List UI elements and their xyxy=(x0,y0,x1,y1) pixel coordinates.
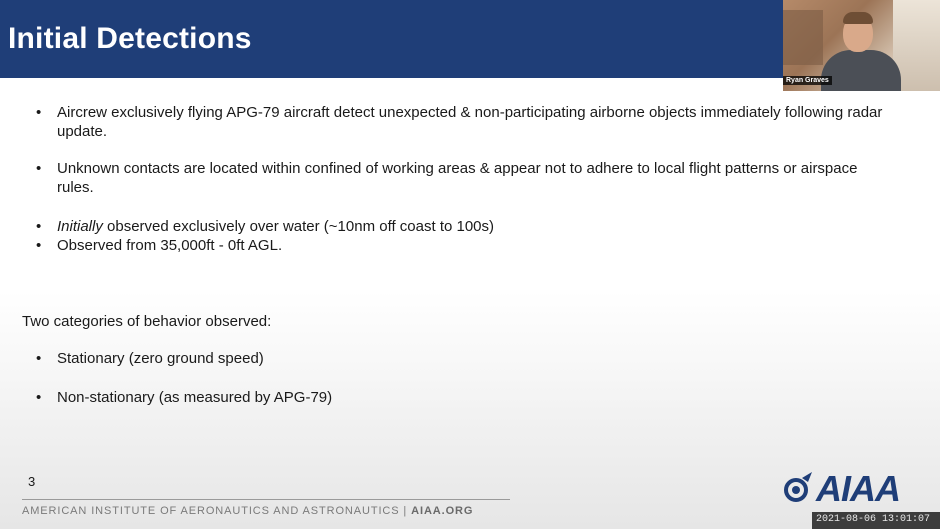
bullet-list-detections xyxy=(36,103,906,159)
video-timestamp: 2021-08-06 13:01:07 xyxy=(812,512,940,529)
bullet-item xyxy=(36,217,836,236)
footer-org-link: AIAA.ORG xyxy=(411,505,474,517)
bullet-item xyxy=(36,349,636,368)
webcam-background-frame xyxy=(783,10,823,65)
title-bar xyxy=(0,0,783,78)
speaker-hair xyxy=(843,12,873,24)
slide-title: Initial Detections xyxy=(8,22,252,55)
bullet-text: Observed from 35,000ft - 0ft AGL. xyxy=(57,237,283,254)
bullet-item xyxy=(36,388,636,407)
bullet-glyph: • xyxy=(36,160,42,177)
bullet-text: Unknown contacts are located within confined of working areas & appear not to adhere to local flight patterns or airspace rules. xyxy=(57,160,858,196)
webcam-feed xyxy=(783,0,940,91)
bullet-italic-prefix: Initially xyxy=(57,218,103,235)
bullet-list-non-stationary xyxy=(36,388,636,407)
footer-institute xyxy=(22,505,473,517)
bullet-item xyxy=(36,103,906,141)
bullet-glyph: • xyxy=(36,389,42,406)
footer-institute-name: AMERICAN INSTITUTE OF AERONAUTICS AND ASTRONAUTICS | xyxy=(22,505,412,517)
bullet-item xyxy=(36,236,836,255)
bullet-item xyxy=(36,159,886,197)
bullet-glyph: • xyxy=(36,350,42,367)
page-number: 3 xyxy=(28,474,36,489)
speaker-name-label: Ryan Graves xyxy=(783,76,832,85)
bullet-text: Non-stationary (as measured by APG-79) xyxy=(57,389,333,406)
bullet-glyph: • xyxy=(36,104,42,121)
aiaa-logo-text: AIAA xyxy=(816,468,900,509)
bullet-glyph: • xyxy=(36,218,42,235)
footer-divider xyxy=(22,499,510,500)
speaker-body xyxy=(821,50,901,91)
bullet-text: Aircrew exclusively flying APG-79 aircraft detect unexpected & non-participating airborne objects immediately following radar update. xyxy=(57,104,883,140)
bullet-list-stationary xyxy=(36,349,636,368)
bullet-text: Stationary (zero ground speed) xyxy=(57,350,264,367)
bullet-text: observed exclusively over water (~10nm off coast to 100s) xyxy=(102,218,495,235)
bullet-glyph: • xyxy=(36,237,42,254)
behavior-subheading: Two categories of behavior observed: xyxy=(22,313,272,330)
bullet-list-observations xyxy=(36,217,836,255)
bullet-list-contacts xyxy=(36,159,886,197)
